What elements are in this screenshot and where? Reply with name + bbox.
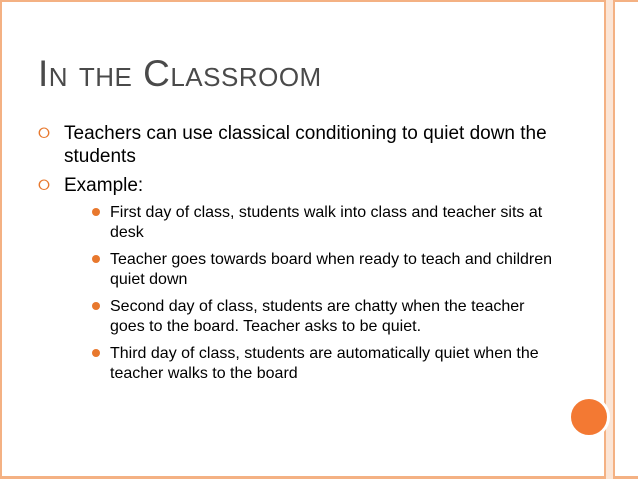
bullet-text: Teachers can use classical conditioning to quiet down the students [64, 123, 547, 167]
sub-bullet-item [64, 203, 558, 243]
slide-title: In the Classroom [38, 53, 322, 94]
sub-bullet-icon [92, 208, 100, 216]
sub-bullet-text: Teacher goes towards board when ready to teach and children quiet down [110, 251, 553, 288]
bullet-icon: ⭘ [38, 124, 51, 142]
sub-bullet-item [64, 344, 558, 384]
sub-bullet-text: First day of class, students walk into class and teacher sits at desk [110, 204, 543, 241]
bullet-icon: ⭘ [38, 176, 51, 194]
frame-top-border [0, 0, 638, 2]
bullet-item [38, 174, 558, 384]
sub-bullet-icon [92, 255, 100, 263]
bullet-item [38, 122, 558, 168]
sub-bullet-icon [92, 302, 100, 310]
slide-content [38, 122, 558, 391]
sub-bullet-item [64, 250, 558, 290]
sub-bullet-item [64, 297, 558, 337]
sub-bullet-icon [92, 349, 100, 357]
bullet-text: Example: [64, 175, 144, 196]
frame-right-line-inner [613, 0, 615, 479]
sub-bullet-list [64, 203, 558, 384]
decorative-circle [568, 396, 610, 438]
sub-bullet-text: Third day of class, students are automatically quiet when the teacher walks to the board [110, 345, 539, 382]
frame-left-border [0, 0, 2, 479]
sub-bullet-text: Second day of class, students are chatty when the teacher goes to the board. Teacher asks to be quiet. [110, 298, 525, 335]
